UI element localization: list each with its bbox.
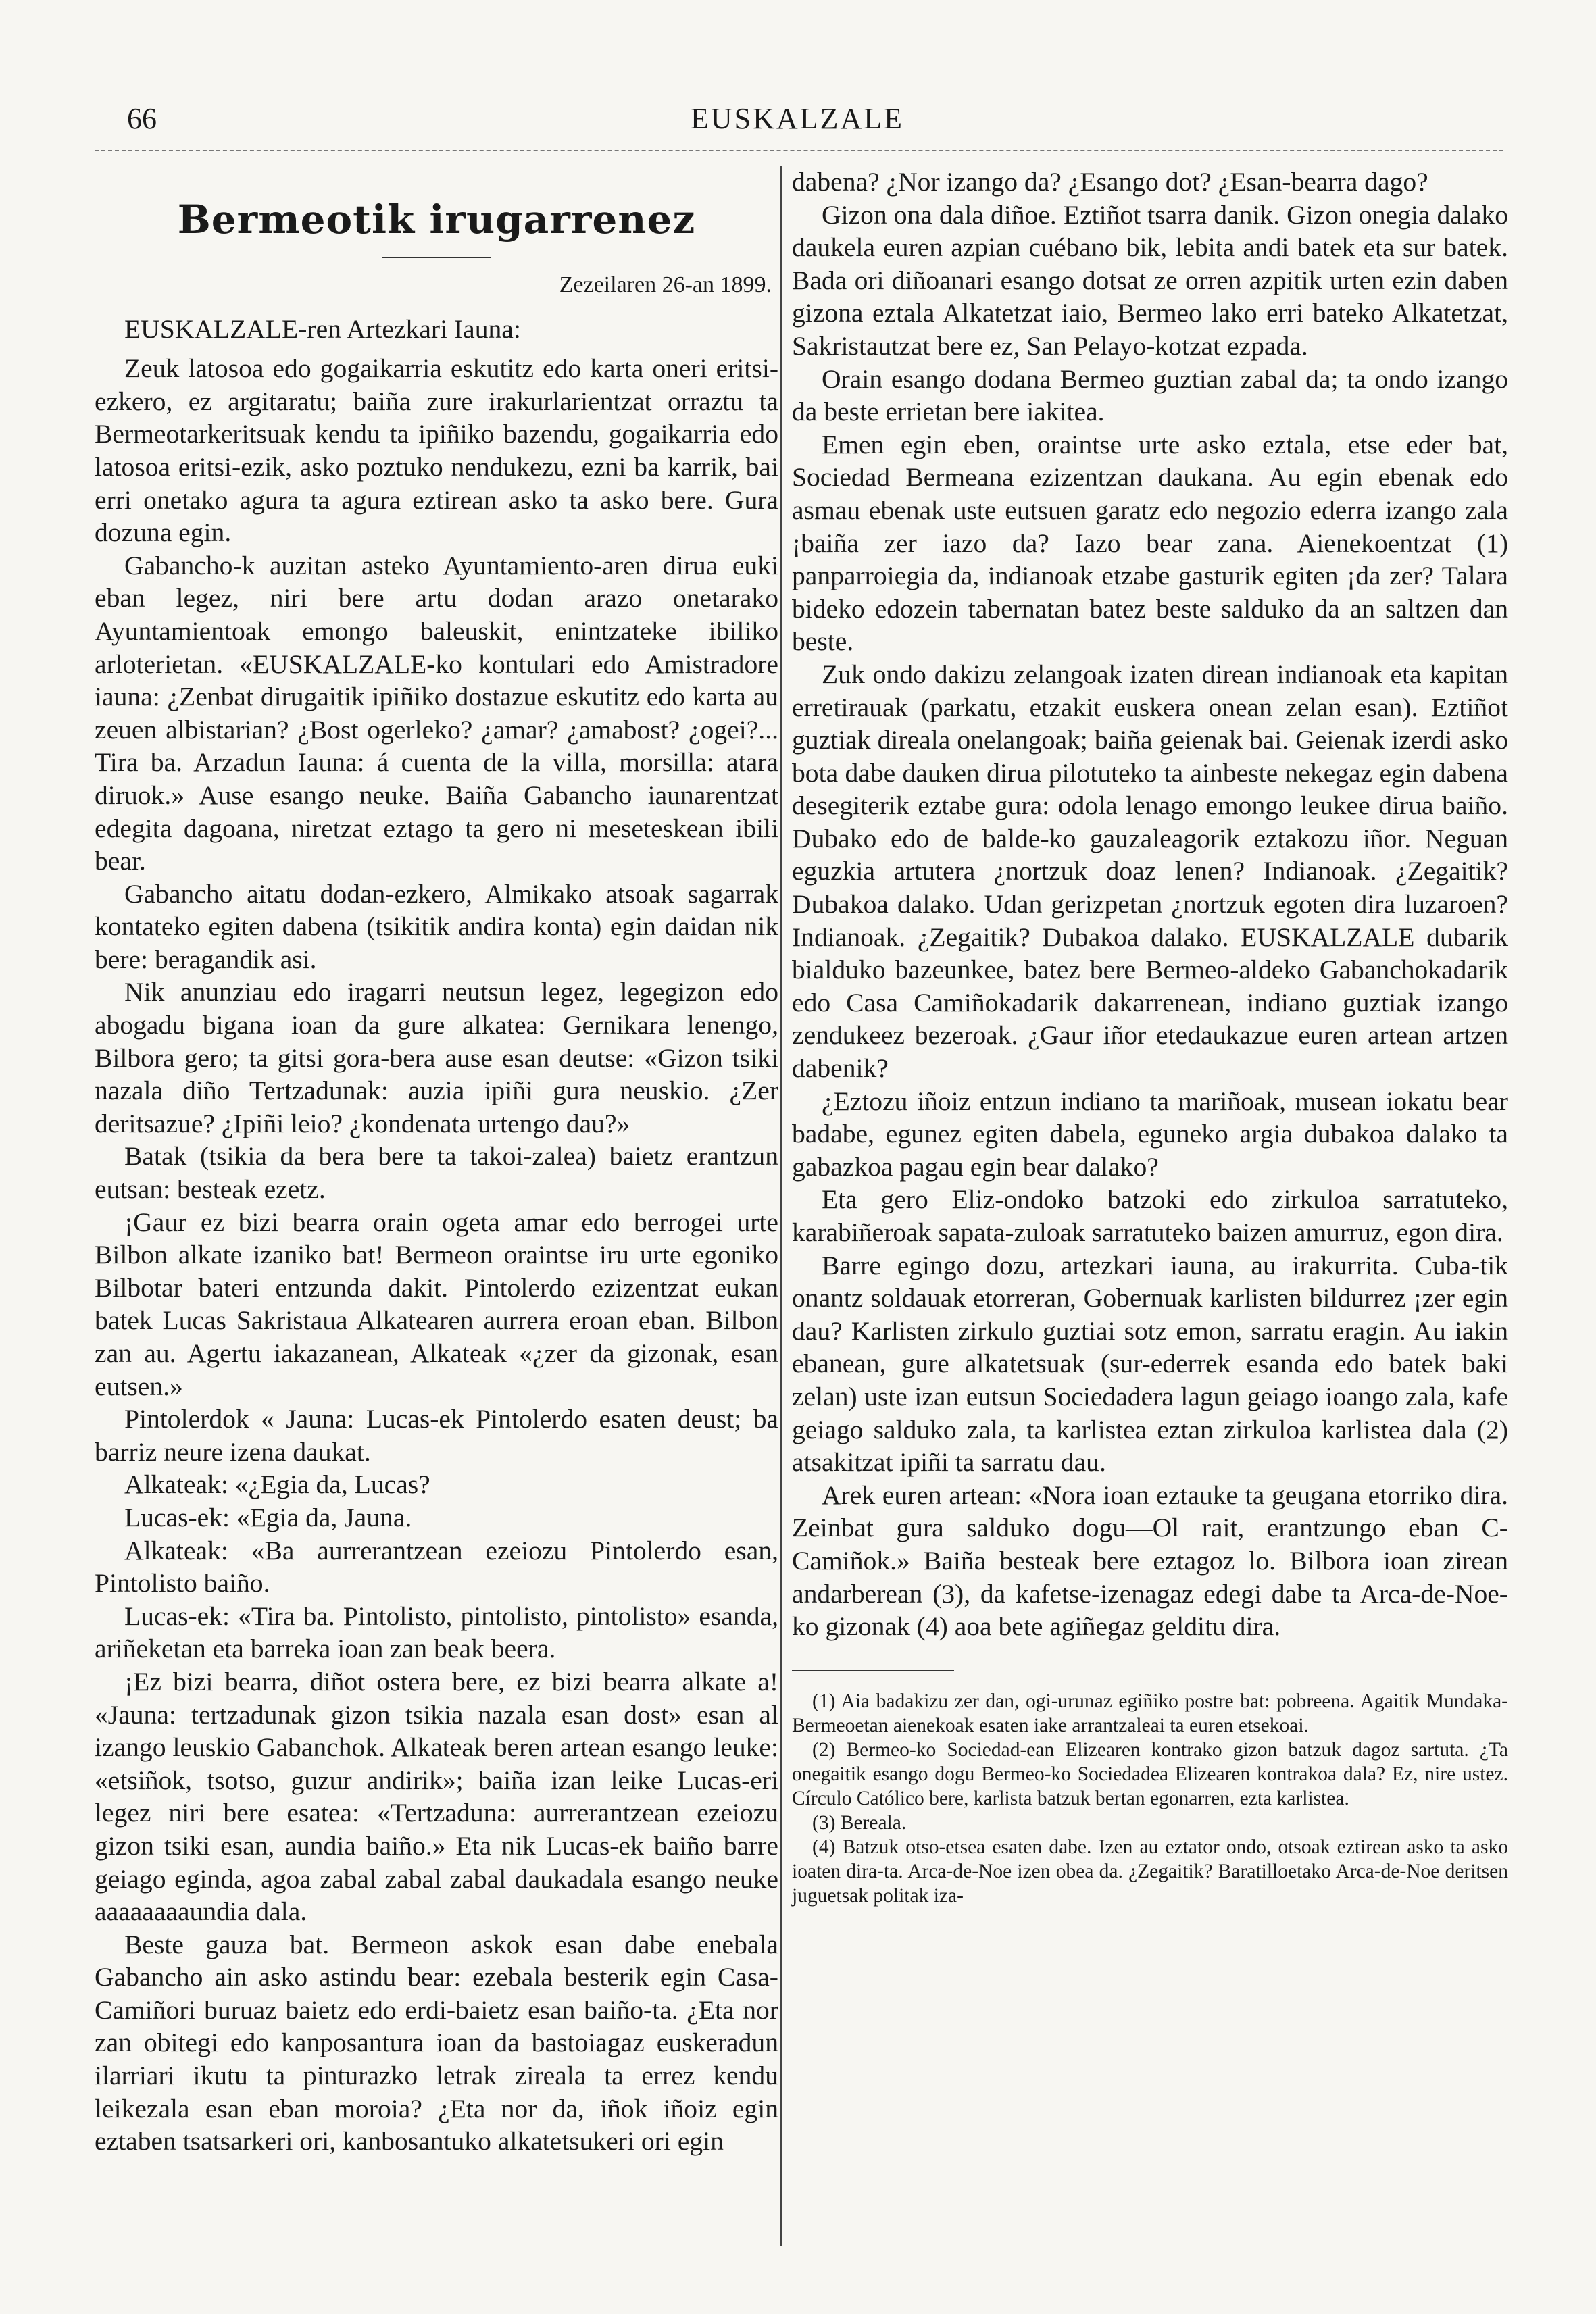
paragraph: dabena? ¿Nor izango da? ¿Esango dot? ¿Esan-bearra dago? (792, 167, 1428, 197)
page-number: 66 (127, 102, 157, 135)
paragraph: ¿Eztozu iñoiz entzun indiano ta mariñoak, musean iokatu bear badabe, egunez egiten dabela, eguneko argia dubakoa dalako ta gabazkoa pagau egin bear dalako? (792, 1086, 1508, 1182)
article-title: Bermeotik irugarrenez (177, 197, 696, 243)
paragraph: Emen egin eben, oraintse urte asko eztala, etse eder bat, Sociedad Bermeana ezizentzan daukana. Au egin ebenak edo asmau ebenak uste eutsuen garatz edo negozio ederra izango zala ¡baiña zer iazo da? Iazo bear zana. Aienekoentzat (1) panparroiegia da, indianoak etzabe gasturik egiten ¡da zer? Talara bideko edozein tabernatan batez beste salduko da an saltzen dan beste. (792, 429, 1508, 657)
paragraph: Zeuk latosoa edo gogaikarria eskutitz edo karta oneri eritsi-ezkero, ez argitaratu; baiña zure irakurlarientzat orraztu ta Bermeotarkeritsuak kendu ta ipiñiko bazendu, gogaikarria edo latosoa eritsi-ezik, asko poztuko nendukezu, ezni ba karrik, bai erri onetako agura ta agura eztirean asko ta asko bere. Gura dozuna egin. (95, 353, 778, 548)
footnote-rule (792, 1670, 954, 1671)
paragraph: Orain esango dodana Bermeo guztian zabal da; ta ondo izango da beste errietan bere iakitea. (792, 363, 1508, 427)
paragraph: Lucas-ek: «Tira ba. Pintolisto, pintolisto, pintolisto» esanda, ariñeketan eta barreka ioan zan beak beera. (95, 1601, 778, 1664)
paragraph: ¡Ez bizi bearra, diñot ostera bere, ez bizi bearra alkate a! «Jauna: tertzadunak gizon tsikia nazala esan dost» esan al izango leuskio Gabanchok. Alkateak beren artean esango leuke: «etsiñok, tsotso, guzur andirik»; baiña izan leike Lucas-eri legez niri bere esatea: «Tertzaduna: aurrerantzean ezeiozu gizon tsiki esan, aundia baiño.» Eta nik Lucas-ek baiño barre geiago eginda, agoa zabal zabal zabal daukadala esango neuke aaaaaaaaundia dala. (95, 1666, 778, 1927)
footnote: (4) Batzuk otso-etsea esaten dabe. Izen au eztator ondo, otsoak eztirean asko ta asko ioaten dira-ta. Arca-de-Noe izen obea da. ¿Zegaitik? Baratilloetako Arca-de-Noe deritsen juguetsak politak iza- (792, 1836, 1508, 1907)
left-column (95, 166, 778, 2158)
column-divider (780, 166, 782, 2246)
paragraph: Alkateak: «Ba aurrerantzean ezeiozu Pintolerdo esan, Pintolisto baiño. (95, 1535, 778, 1599)
paragraph: Arek euren artean: «Nora ioan eztauke ta geugana etorriko dira. Zeinbat gura salduko dogu—Ol rait, erantzungo eban C-Camiñok.» Baiña besteak bere eztagoz lo. Bilbora ioan zirean andarberean (3), da kafetse-izenagaz edegi dabe ta Arca-de-Noe-ko gizonak (4) aoa bete agiñegaz gelditu dira. (792, 1480, 1508, 1642)
paragraph: Batak (tsikia da bera bere ta takoi-zalea) baietz erantzun eutsan: besteak ezetz. (95, 1141, 778, 1205)
salutation: EUSKALZALE-ren Artezkari Iauna: (124, 313, 521, 344)
paragraph: Gizon ona dala diñoe. Eztiñot tsarra danik. Gizon onegia dalako daukela euren azpian cuébano bik, lebita andi batek eta sur batek. Bada ori diñoanari esango dotsat ze orren azpitik urten ezin daben gizona eztala Alkatetzat iaio, Bermeo lako erri bateko Alkatetzat, Sakristautzat bere ez, San Pelayo-kotzat ezpada. (792, 199, 1508, 361)
paragraph: Zuk ondo dakizu zelangoak izaten direan indianoak eta kapitan erretirauak (parkatu, etzakit euskera onean zelan esan). Eztiñot guztiak direala onelangoak; baiña geienak bai. Geienak izerdi asko bota dabe dauken dirua pilotuteko ta ainbeste nekegaz egin dabena desegiterik eztabe gura: odola lenago emongo leukee dirua baiño. Dubako edo de balde-ko gauzaleagorik eztakozu iñor. Neguan eguzkia artutera ¿nortzuk doaz lenen? Indianoak. ¿Zegaitik? Dubakoa dalako. Udan gerizpetan ¿nortzuk egoten dira luzaroen? Indianoak. ¿Zegaitik? Dubakoa dalako. EUSKALZALE dubarik bialduko bazeunkee, batez bere Bermeo-aldeko Gabanchokadarik edo Casa Camiñokadarik dakarrenean, indiano guztiak izango zendukeez bezeroak. ¿Gaur iñor etedaukazue euren artean artzen dabenik? (792, 659, 1508, 1084)
paragraph: Gabancho-k auzitan asteko Ayuntamiento-aren dirua euki eban legez, niri bere artu dodan arazo onetarako Ayuntamientoak emongo baleuskit, enintzateke ibiliko arloterietan. «EUSKALZALE-ko kontulari edo Amistradore iauna: ¿Zenbat dirugaitik ipiñiko dostazue eskutitz edo karta au zeuen albistarian? ¿Bost ogerleko? ¿amar? ¿amabost? ¿ogei?... Tira ba. Arzadun Iauna: á cuenta de la villa, morsilla: atara diruok.» Ause esango neuke. Baiña Gabancho iaunarentzat edegita dagoana, niretzat eztago ta gero ni meseteskean ibili bear. (95, 550, 778, 876)
paragraph: ¡Gaur ez bizi bearra orain ogeta amar edo berrogei urte Bilbon alkate izaniko bat! Bermeon oraintse iru urte egoniko Bilbotar bateri entzunda dakit. Pintolerdo ezizentzat eukan batek Lucas Sakristaua Alkatearen aurrera eroan eban. Bilbon zan au. Agertu iakazanean, Alkateak «¿zer da gizonak, esan eutsen.» (95, 1207, 778, 1401)
paragraph: Beste gauza bat. Bermeon askok esan dabe enebala Gabancho ain asko astindu bear: ezebala besterik egin Casa-Camiñori buruaz baietz edo erdi-baietz esan baiño-ta. ¿Eta nor zan obitegi edo kanposantura ioan da bastoiagaz euskeradun ilarriari ikutu ta pinturazko letrak zireala ta errez kendu leikezala esan eban moroia? ¿Eta nor da, iñok iñoiz egin eztaben tsatsarkeri ori, kanbosantuko alkatetsukeri ori egin (95, 1929, 778, 2157)
header-rule (95, 150, 1503, 151)
footnote: (3) Bereala. (812, 1811, 907, 1834)
paragraph: Eta gero Eliz-ondoko batzoki edo zirkuloa sarratuteko, karabiñeroak sapata-zuloak sarratuteko baizen amurruz, egon dira. (792, 1184, 1508, 1247)
footnote: (1) Aia badakizu zer dan, ogi-urunaz egiñiko postre bat: pobreena. Agaitik Mundaka-Bermeoetan aienekoak esaten iake arrantzaleai ta euren etsekoai. (792, 1690, 1508, 1736)
right-column (792, 166, 1508, 1908)
article-date: Zezeilaren 26-an 1899. (559, 272, 772, 297)
title-divider (382, 257, 491, 258)
paragraph: Pintolerdok « Jauna: Lucas-ek Pintolerdo esaten deust; ba barriz neure izena daukat. (95, 1404, 778, 1467)
paragraph: Gabancho aitatu dodan-ezkero, Almikako atsoak sagarrak kontateko egiten dabena (tsikitik andira konta) egin daidan nik bere: beragandik asi. (95, 878, 778, 974)
footnote: (2) Bermeo-ko Sociedad-ean Elizearen kontrako gizon batzuk dagoz sartuta. ¿Ta onegaitik esango dogu Bermeo-ko Sociedadea Elizearen kontrakoa dala? Ez, nire ustez. Círculo Católico bere, karlista batzuk bertan egonarren, ezta karlistea. (792, 1738, 1508, 1809)
running-title: EUSKALZALE (691, 102, 904, 135)
page-header (95, 101, 1500, 155)
paragraph: Barre egingo dozu, artezkari iauna, au irakurrita. Cuba-tik onantz soldauak etorreran, Gobernuak karlisten bildurrez ¡zer egin dau? Karlisten zirkulo guztiai sotz emon, sarratu eragin. Au iakin ebanean, gure alkatetsuak (sur-ederrek esanda edo batek baki zelan) uste izan eutsun Sociedadera lagun geiago ioango zala, kafe geiago salduko zala, ta karlistea eztan zirkuloa karlistea dala (2) atsakitzat ipiñi ta sarratu dau. (792, 1250, 1508, 1478)
paragraph: Alkateak: «¿Egia da, Lucas? (124, 1469, 430, 1500)
paragraph: Nik anunziau edo iragarri neutsun legez, legegizon edo abogadu bigana ioan da gure alkatea: Gernikara lenengo, Bilbora gero; ta gitsi gora-bera ause esan deutse: «Gizon tsiki nazala diño Tertzadunak: auzia ipiñi gura neuskio. ¿Zer deritsazue? ¿Ipiñi leio? ¿kondenata urtengo dau?» (95, 977, 778, 1138)
paragraph: Lucas-ek: «Egia da, Jauna. (124, 1502, 412, 1532)
